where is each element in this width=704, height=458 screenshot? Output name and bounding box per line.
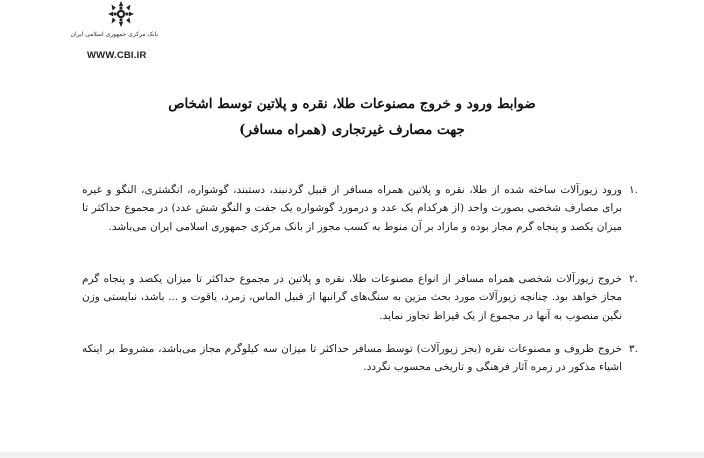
item-text: خروج ظروف و مصنوعات نقره (بجز زیورآلات) توسط مسافر حداکثر تا میزان سه کیلوگرم مجاز می‌باشد، مشروط بر اینکه اشیاء مذکور در زمره آثار فرهنگی و تاریخی محسوب نگردد.: [82, 343, 622, 374]
item-number: .۳: [629, 343, 638, 355]
cbi-emblem-icon: [104, 0, 138, 30]
list-item: [82, 270, 638, 325]
list-item: [82, 340, 638, 377]
page-title-line-2: جهت مصارف غیرتجاری (همراه مسافر): [239, 122, 465, 138]
item-text: ورود زیورآلات ساخته شده از طلا، نقره و پلاتین همراه مسافر از قبیل گردنبند، دستبند، گوشواره، انگشتری، النگو و غیره برای مصارف شخصی بصورت واحد (از هرکدام یک عدد و درمورد گوشواره یک جفت و النگو شش عدد) در مجموع حداکثر تا میزان یکصد و پنجاه گرم مجاز بوده و مازاد بر آن منوط به کسب مجوز از بانک مرکزی جمهوری اسلامی ایران می‌باشد.: [82, 184, 622, 233]
cbi-logo: [70, 0, 158, 46]
item-number: .۱: [629, 184, 638, 196]
item-number: .۲: [629, 273, 638, 285]
list-item: [82, 181, 638, 236]
item-text: خروج زیورآلات شخصی همراه مسافر از انواع مصنوعات طلا، نقره و پلاتین در مجموع حداکثر تا میزان یکصد و پنجاه گرم مجاز خواهد بود. چنانچه زیورآلات مورد بحث مزین به سنگ‌های گرانبها از قبیل الماس، زمرد، یاقوت و ... باشد، نبایستی وزن نگین منصوب به آنها در مجموع از یک قیراط تجاوز نماید.: [82, 273, 622, 322]
website-url: WWW.CBI.IR: [87, 50, 147, 61]
logo-caption: بانک مرکزی جمهوری اسلامی ایران: [70, 31, 158, 38]
page-bottom-edge: [0, 452, 704, 458]
page-title-line-1: ضوابط ورود و خروج مصنوعات طلا، نقره و پلاتین توسط اشخاص: [168, 96, 536, 112]
